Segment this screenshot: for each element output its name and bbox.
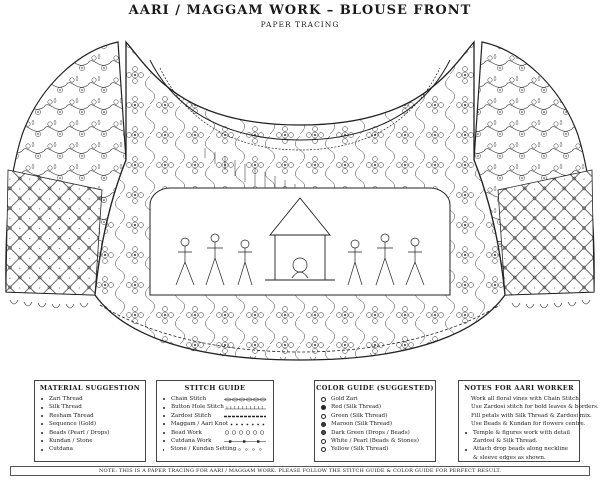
list-item: Use Zardosi stitch for bold leaves & borders. [471, 404, 599, 411]
list-item: White / Pearl (Beads & Stones) [321, 437, 435, 445]
bullet-icon [41, 449, 43, 451]
bullet-icon [41, 432, 43, 434]
color-swatch-icon [321, 422, 326, 427]
bullet-icon [163, 407, 165, 409]
list-item: Maroon (Silk Thread) [321, 420, 435, 428]
list-item: & sleeve edges as shown. [473, 454, 546, 461]
bullet-icon [163, 440, 165, 442]
stone-setting-sample-icon [236, 447, 267, 452]
stitch-guide-panel [156, 380, 274, 462]
color-swatch-icon [321, 405, 326, 410]
bullet-icon [163, 398, 165, 400]
bullet-icon [41, 423, 43, 425]
page-title: AARI / MAGGAM WORK – BLOUSE FRONT [128, 3, 472, 18]
list-item: Resham Thread [41, 412, 145, 420]
list-item: Temple & figures work with detail [465, 429, 579, 437]
list-item: Button Hole Stitch [163, 403, 273, 411]
zardosi-stitch-sample-icon [223, 414, 267, 419]
bullet-icon [163, 415, 165, 417]
bullet-icon [465, 449, 467, 451]
list-item: Stone / Kundan Setting [163, 445, 273, 453]
list-item: Green (Silk Thread) [321, 412, 435, 420]
color-swatch-icon [321, 447, 326, 452]
list-item: Zardosi & Silk Thread. [473, 438, 538, 445]
list-item: Attach drop beads along neckline [465, 445, 579, 453]
notes-list [465, 395, 599, 462]
bead-work-sample-icon [223, 430, 267, 435]
list-item: Beads (Pearl / Drops) [41, 429, 145, 437]
list-item: Maggam / Aari Knot [163, 420, 273, 428]
stitch-heading: STITCH GUIDE [184, 384, 246, 392]
bullet-icon [41, 415, 43, 417]
bullet-icon [41, 407, 43, 409]
knot-stitch-sample-icon [228, 422, 267, 427]
list-item: Cutdana [41, 445, 145, 453]
material-heading: MATERIAL SUGGESTION [39, 384, 141, 392]
bullet-icon [41, 440, 43, 442]
list-item: Silk Thread [41, 403, 145, 411]
worker-notes-panel [458, 380, 599, 462]
list-item: Red (Silk Thread) [321, 403, 435, 411]
list-item: Sequence (Gold) [41, 420, 145, 428]
list-item: Zardosi Stitch [163, 412, 273, 420]
page-subtitle: PAPER TRACING [260, 20, 340, 29]
material-suggestion-panel [34, 380, 146, 462]
list-item: Cutdana Work [163, 437, 273, 445]
list-item: Use Beads & Kundan for flowers centre. [471, 421, 586, 428]
footer-note: NOTE: THIS IS A PAPER TRACING FOR AARI / MAGGAM WORK. PLEASE FOLLOW THE STITCH GUIDE & COLOR GUIDE FOR PERFECT RESULT. [10, 466, 590, 476]
list-item: Chain Stitch [163, 395, 273, 403]
list-item: Gold Zari [321, 395, 435, 403]
color-guide-panel [314, 380, 436, 462]
color-swatch-icon [321, 430, 326, 435]
bullet-icon [41, 398, 43, 400]
color-swatch-icon [321, 439, 326, 444]
list-item: Work all floral vines with Chain Stitch. [471, 396, 581, 402]
bullet-icon [163, 423, 165, 425]
cutdana-sample-icon [223, 439, 267, 444]
material-list [41, 395, 145, 454]
buttonhole-stitch-sample-icon [224, 405, 267, 410]
notes-heading: NOTES FOR AARI WORKER [464, 384, 574, 392]
color-heading: COLOR GUIDE (SUGGESTED) [316, 384, 434, 392]
list-item: Yellow (Silk Thread) [321, 445, 435, 453]
list-item: Dark Green (Drops / Beads) [321, 429, 435, 437]
bullet-icon [465, 432, 467, 434]
list-item: Kundan / Stone [41, 437, 145, 445]
bullet-icon [163, 449, 164, 451]
list-item: Fill petals with Silk Thread & Zardosi mix. [471, 412, 592, 419]
stitch-list [163, 395, 273, 454]
color-swatch-icon [321, 397, 326, 402]
chain-stitch-sample-icon [223, 397, 267, 402]
blouse-tracing-illustration [0, 30, 600, 370]
bullet-icon [163, 432, 165, 434]
color-swatch-icon [321, 414, 326, 419]
color-list [321, 395, 435, 454]
list-item: Zari Thread [41, 395, 145, 403]
list-item: Bead Work [163, 429, 273, 437]
